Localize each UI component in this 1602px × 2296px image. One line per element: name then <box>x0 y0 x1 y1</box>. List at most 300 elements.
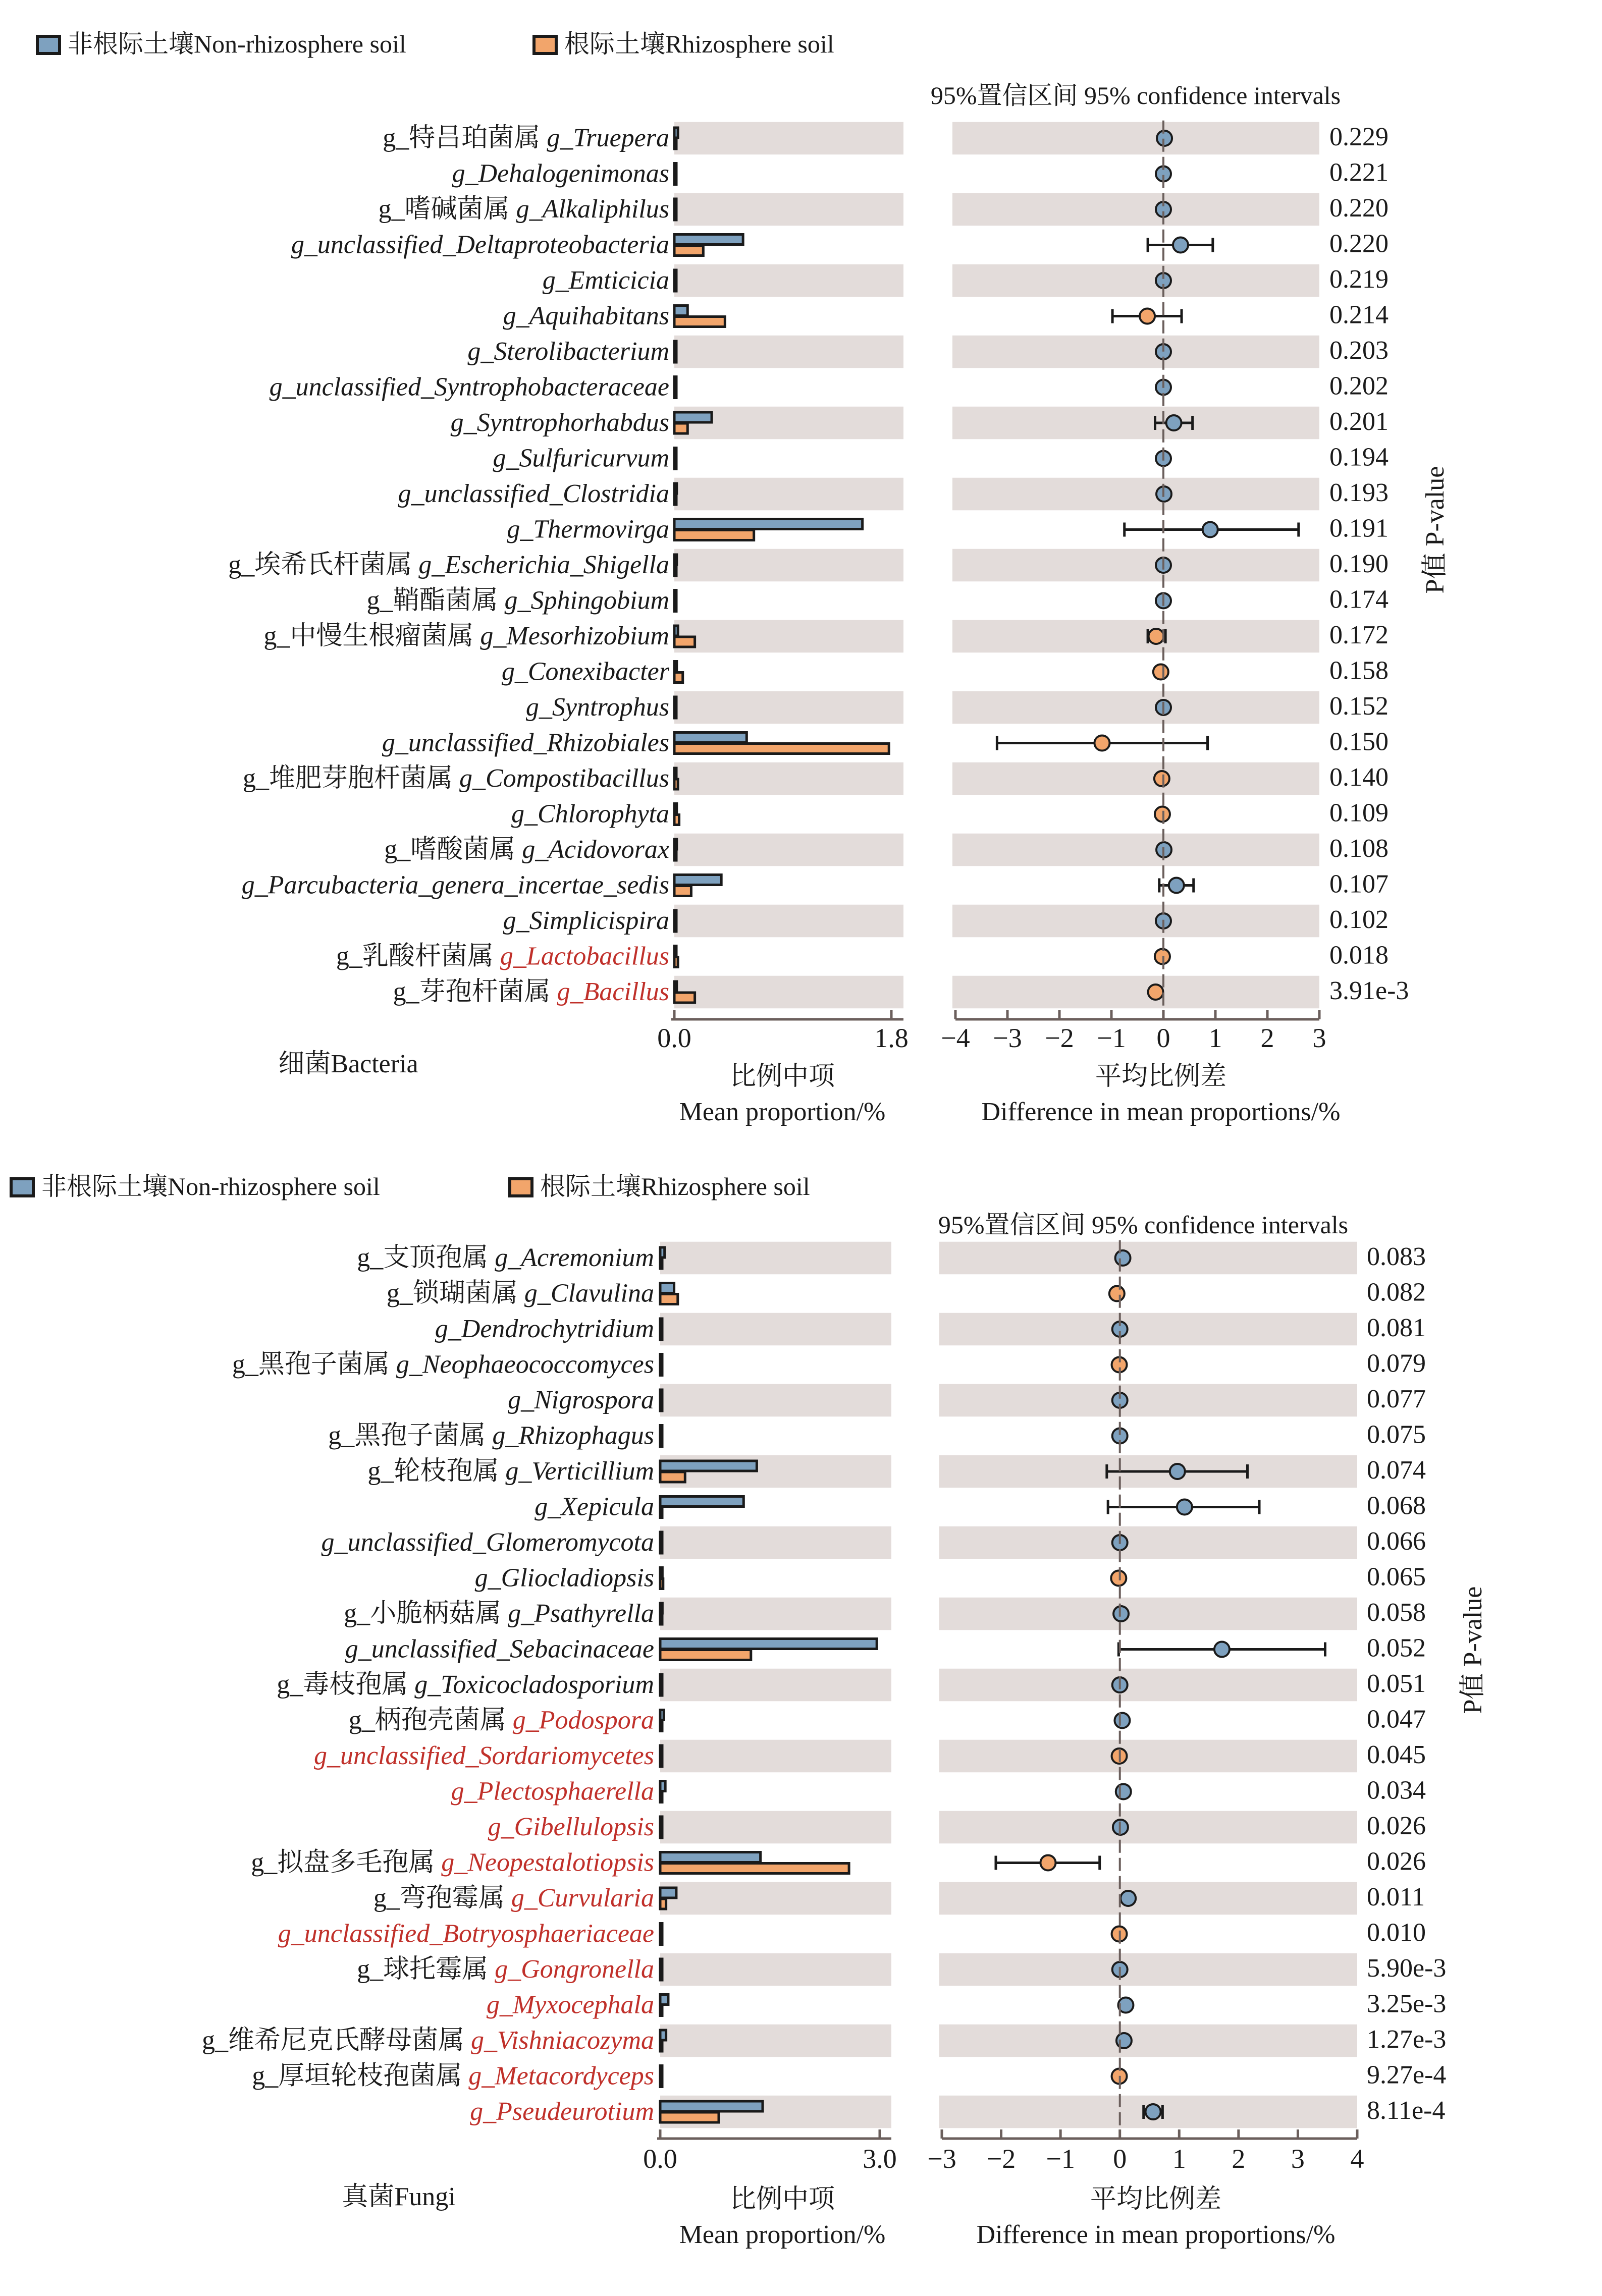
taxon-chinese-name: g_芽孢杆菌属 <box>393 977 557 1006</box>
taxon-row <box>493 443 1389 473</box>
bar-rhizosphere <box>660 1828 662 1838</box>
bar-rhizosphere <box>660 1543 662 1553</box>
taxon-label <box>487 1991 654 2019</box>
p-value: 0.079 <box>1367 1349 1426 1378</box>
taxon-row <box>451 1776 1426 1806</box>
taxon-row <box>507 514 1389 544</box>
mean-difference-point <box>1140 309 1155 324</box>
p-value: 0.107 <box>1329 869 1389 899</box>
taxon-genus-name: g_Dehalogenimonas <box>452 159 669 188</box>
taxon-genus-name: g_unclassified_Botryosphaeriaceae <box>278 1919 654 1948</box>
bar-non-rhizosphere <box>660 1959 662 1969</box>
taxon-genus-name: g_Neophaeococcomyces <box>396 1350 654 1379</box>
bar-non-rhizosphere <box>674 590 676 600</box>
taxon-label <box>344 1599 654 1628</box>
taxon-genus-name: g_Sulfuricurvum <box>493 444 669 473</box>
bar-non-rhizosphere <box>674 163 676 174</box>
bar-axis-tick-label: 0.0 <box>657 1023 691 1053</box>
taxon-genus-name: g_Podospora <box>512 1706 654 1735</box>
taxon-genus-name: g_unclassified_Deltaproteobacteria <box>291 230 669 259</box>
taxon-label <box>393 977 669 1006</box>
mean-difference-point <box>1173 238 1188 253</box>
bar-rhizosphere <box>660 2112 719 2122</box>
taxon-row <box>503 301 1389 331</box>
ci-axis-tick-label: −1 <box>1046 2144 1075 2174</box>
row-band-ci <box>939 1669 1357 1702</box>
ci-axis-tick-label: −4 <box>941 1023 970 1053</box>
taxon-label <box>328 1422 654 1450</box>
bar-rhizosphere <box>674 459 676 469</box>
p-value: 0.010 <box>1367 1918 1426 1947</box>
row-band-bar <box>660 1313 891 1346</box>
taxon-label <box>373 1884 654 1912</box>
row-band-bar <box>674 620 903 653</box>
row-band-ci <box>952 620 1319 653</box>
row-band-bar <box>660 1669 891 1702</box>
row-band-bar <box>660 2025 891 2057</box>
legend-swatch-non-rhizosphere <box>11 1179 33 1196</box>
ci-axis-tick-label: 2 <box>1260 1023 1274 1053</box>
taxon-chinese-name: g_支顶孢属 <box>357 1243 495 1272</box>
bar-rhizosphere <box>674 566 676 576</box>
legend-label-rhizosphere: 根际土壤Rhizosphere soil <box>540 1172 810 1200</box>
panel-label: 细菌Bacteria <box>278 1050 418 1078</box>
bar-axis-tick-label: 1.8 <box>874 1023 909 1053</box>
row-band-bar <box>674 122 903 155</box>
bar-non-rhizosphere <box>674 768 676 778</box>
ci-axis-tick-label: 3 <box>1291 2144 1305 2174</box>
row-band-ci <box>952 834 1319 866</box>
taxon-chinese-name: g_厚垣轮枝孢菌属 <box>252 2061 469 2091</box>
p-value: 0.034 <box>1367 1776 1426 1805</box>
p-value: 0.026 <box>1367 1847 1426 1876</box>
ci-axis-label-cn: 平均比例差 <box>1095 1062 1227 1091</box>
p-value: 8.11e-4 <box>1367 2096 1446 2125</box>
panel-label: 真菌Fungi <box>342 2182 456 2211</box>
taxon-label <box>367 586 669 615</box>
mean-difference-point <box>1203 522 1218 537</box>
row-band-bar <box>660 1740 891 1773</box>
bar-rhizosphere <box>674 530 754 540</box>
bar-non-rhizosphere <box>660 1461 757 1471</box>
taxon-genus-name: g_Conexibacter <box>501 657 669 686</box>
bar-rhizosphere <box>674 815 679 825</box>
taxon-genus-name: g_Thermovirga <box>507 515 669 544</box>
bar-rhizosphere <box>660 1935 662 1945</box>
taxon-row <box>535 1492 1426 1521</box>
taxon-genus-name: g_unclassified_Sebacinaceae <box>345 1634 654 1664</box>
bar-rhizosphere <box>660 1614 662 1624</box>
taxon-genus-name: g_Gongronella <box>495 1955 654 1984</box>
taxon-label <box>336 942 669 971</box>
bar-non-rhizosphere <box>674 697 676 707</box>
bar-non-rhizosphere <box>674 662 677 672</box>
bar-rhizosphere <box>674 779 678 789</box>
bar-rhizosphere <box>660 1508 662 1518</box>
bar-rhizosphere <box>660 1650 751 1660</box>
taxon-genus-name: g_Emticicia <box>542 266 669 295</box>
p-value: 0.150 <box>1329 727 1389 756</box>
taxon-chinese-name: g_嗜碱菌属 <box>378 195 516 224</box>
row-band-ci <box>952 193 1319 226</box>
ci-axis-label-en: Difference in mean proportions/% <box>981 1098 1341 1126</box>
bar-non-rhizosphere <box>660 1817 662 1827</box>
taxon-genus-name: g_unclassified_Syntrophobacteraceae <box>269 372 669 402</box>
bar-non-rhizosphere <box>660 1639 877 1649</box>
bar-non-rhizosphere <box>660 1924 662 1934</box>
taxon-row <box>349 1705 1426 1735</box>
bar-non-rhizosphere <box>674 448 676 458</box>
taxon-label <box>475 1564 654 1593</box>
mean-difference-point <box>1166 415 1182 430</box>
taxon-genus-name: g_unclassified_Rhizobiales <box>382 728 669 757</box>
taxon-chinese-name: g_埃希氏杆菌属 <box>228 551 419 579</box>
bar-non-rhizosphere <box>674 839 677 849</box>
bar-non-rhizosphere <box>674 804 677 814</box>
bar-non-rhizosphere <box>660 2066 662 2076</box>
taxon-genus-name: g_Neopestalotiopsis <box>441 1848 654 1877</box>
taxon-genus-name: g_Gibellulopsis <box>488 1813 654 1841</box>
taxon-chinese-name: g_柄孢壳菌属 <box>348 1706 513 1735</box>
row-band-ci <box>952 336 1319 368</box>
legend-label-non-rhizosphere: 非根际土壤Non-rhizosphere soil <box>41 1172 380 1200</box>
taxon-label <box>508 1386 654 1414</box>
row-band-bar <box>674 478 903 511</box>
p-value: 3.25e-3 <box>1367 1989 1447 2018</box>
taxon-genus-name: g_Dendrochytridium <box>435 1315 654 1343</box>
bar-rhizosphere <box>674 993 695 1003</box>
p-value: 0.082 <box>1367 1278 1426 1307</box>
pvalue-axis-label: P值 P-value <box>1459 1586 1487 1714</box>
taxon-label <box>488 1813 654 1841</box>
mean-difference-point <box>1169 878 1184 893</box>
bar-non-rhizosphere <box>660 1745 662 1756</box>
bar-non-rhizosphere <box>660 1319 662 1329</box>
taxon-label <box>314 1741 654 1770</box>
taxon-chinese-name: g_维希尼克氏酵母菌属 <box>202 2026 471 2055</box>
bar-non-rhizosphere <box>674 519 863 529</box>
mean-difference-point <box>1177 1500 1192 1515</box>
mean-difference-point <box>1116 2033 1132 2048</box>
row-band-ci <box>952 122 1319 155</box>
row-band-bar <box>660 1598 891 1630</box>
mean-difference-point <box>1157 131 1172 146</box>
taxon-genus-name: g_Truepera <box>547 124 669 152</box>
taxon-genus-name: g_Mesorhizobium <box>480 622 669 650</box>
mean-difference-point <box>1214 1642 1230 1657</box>
ci-axis-tick-label: 1 <box>1172 2144 1186 2174</box>
bar-rhizosphere <box>674 886 691 896</box>
p-value: 0.102 <box>1329 905 1389 934</box>
bar-non-rhizosphere <box>674 875 721 885</box>
p-value: 0.045 <box>1367 1740 1426 1769</box>
fungi-panel <box>11 1172 1487 2249</box>
bar-rhizosphere <box>674 602 676 612</box>
bar-rhizosphere <box>674 317 725 327</box>
legend-swatch-rhizosphere <box>534 36 556 53</box>
taxon-genus-name: g_Alkaliphilus <box>516 195 669 224</box>
bar-non-rhizosphere <box>674 946 676 956</box>
bar-non-rhizosphere <box>674 626 678 636</box>
ci-axis-label-en: Difference in mean proportions/% <box>976 2220 1336 2249</box>
taxon-label <box>263 622 669 650</box>
row-band-ci <box>939 1953 1357 1986</box>
bar-rhizosphere <box>674 957 678 967</box>
bar-non-rhizosphere <box>660 1426 662 1436</box>
ci-axis-tick-label: 3 <box>1312 1023 1326 1053</box>
taxon-label <box>345 1635 654 1664</box>
taxon-label <box>367 1457 654 1486</box>
row-band-ci <box>952 905 1319 938</box>
bar-rhizosphere <box>660 2041 662 2051</box>
taxon-genus-name: g_Chlorophyta <box>511 799 669 829</box>
row-band-bar <box>660 1384 891 1417</box>
bar-rhizosphere <box>674 637 695 647</box>
p-value: 0.075 <box>1367 1420 1426 1449</box>
row-band-bar <box>660 1953 891 1986</box>
bar-non-rhizosphere <box>674 733 746 743</box>
taxon-label <box>543 266 669 295</box>
bar-rhizosphere <box>674 210 676 220</box>
bar-rhizosphere <box>660 1685 662 1696</box>
ci-axis-tick-label: −2 <box>1045 1023 1074 1053</box>
taxon-label <box>243 764 669 793</box>
p-value: 0.194 <box>1329 443 1389 472</box>
taxon-chinese-name: g_小脆柄菇属 <box>344 1599 508 1628</box>
p-value: 0.058 <box>1367 1598 1426 1627</box>
taxon-label <box>357 1955 654 1984</box>
taxon-chinese-name: g_黑孢子菌属 <box>232 1350 396 1379</box>
taxon-label <box>382 729 669 757</box>
p-value: 0.191 <box>1329 514 1389 543</box>
mean-difference-point <box>1116 1784 1131 1799</box>
taxon-row <box>511 799 1389 829</box>
mean-difference-point <box>1154 771 1169 786</box>
taxon-genus-name: g_Aquihabitans <box>503 301 669 331</box>
taxon-genus-name: g_Acidovorax <box>522 835 669 864</box>
taxon-chinese-name: g_拟盘多毛孢属 <box>251 1848 442 1877</box>
bar-rhizosphere <box>674 281 676 291</box>
bar-non-rhizosphere <box>660 1497 743 1507</box>
taxon-label <box>435 1315 654 1343</box>
bar-non-rhizosphere <box>660 1888 676 1898</box>
p-value: 0.229 <box>1329 123 1389 151</box>
taxon-genus-name: g_Toxicocladosporium <box>414 1670 654 1699</box>
bar-non-rhizosphere <box>660 1354 662 1364</box>
bar-non-rhizosphere <box>660 2101 763 2111</box>
bar-rhizosphere <box>660 1472 685 1482</box>
taxon-label <box>270 373 669 402</box>
row-band-ci <box>952 762 1319 795</box>
taxon-genus-name: g_Syntrophorhabdus <box>450 408 669 437</box>
bar-non-rhizosphere <box>674 555 677 565</box>
mean-difference-point <box>1149 629 1164 644</box>
ci-axis-tick-label: 0 <box>1113 2144 1127 2174</box>
row-band-bar <box>674 336 903 368</box>
bar-rhizosphere <box>660 1864 849 1874</box>
row-band-bar <box>674 762 903 795</box>
row-band-bar <box>674 549 903 582</box>
taxon-genus-name: g_unclassified_Glomeromycota <box>321 1528 654 1557</box>
taxon-genus-name: g_Xepicula <box>535 1492 654 1521</box>
bar-non-rhizosphere <box>674 306 687 316</box>
taxon-label <box>291 231 669 259</box>
ci-axis-tick-label: −3 <box>993 1023 1022 1053</box>
taxon-label <box>321 1528 654 1557</box>
bar-rhizosphere <box>660 1259 662 1269</box>
taxon-chinese-name: g_堆肥芽胞杆菌属 <box>242 764 459 793</box>
bar-rhizosphere <box>674 246 703 256</box>
mean-difference-point <box>1111 1571 1126 1586</box>
row-band-ci <box>939 2025 1357 2057</box>
bar-rhizosphere <box>674 708 676 718</box>
bar-rhizosphere <box>674 388 676 398</box>
ci-axis-tick-label: 0 <box>1156 1023 1170 1053</box>
ci-axis-tick-label: −1 <box>1097 1023 1126 1053</box>
taxon-chinese-name: g_弯孢霉属 <box>373 1884 511 1912</box>
bar-rhizosphere <box>660 1757 662 1767</box>
taxon-chinese-name: g_中慢生根瘤菌属 <box>263 622 480 650</box>
mean-difference-point <box>1109 1286 1125 1301</box>
bar-rhizosphere <box>674 175 676 185</box>
mean-difference-point <box>1148 985 1163 1000</box>
taxon-row <box>382 728 1389 757</box>
p-value: 0.219 <box>1329 265 1389 294</box>
row-band-ci <box>952 478 1319 511</box>
taxon-genus-name: g_Pseudeurotium <box>470 2097 654 2126</box>
taxon-genus-name: g_unclassified_Sordariomycetes <box>314 1741 654 1770</box>
p-value: 0.172 <box>1329 621 1389 649</box>
taxon-genus-name: g_Acremonium <box>495 1243 654 1272</box>
taxon-chinese-name: g_嗜酸菌属 <box>384 835 522 864</box>
p-value: 0.140 <box>1329 763 1389 792</box>
mean-difference-point <box>1120 1891 1136 1906</box>
taxon-chinese-name: g_球托霉属 <box>357 1955 495 1984</box>
mean-difference-point <box>1155 807 1170 822</box>
row-band-bar <box>674 834 903 866</box>
row-band-ci <box>952 976 1319 1009</box>
bar-non-rhizosphere <box>674 341 676 351</box>
taxon-row <box>251 1847 1426 1877</box>
taxon-chinese-name: g_黑孢子菌属 <box>328 1421 493 1450</box>
mean-difference-point <box>1115 1250 1131 1266</box>
p-value: 9.27e-4 <box>1367 2060 1447 2090</box>
taxon-label <box>535 1493 654 1521</box>
bar-non-rhizosphere <box>660 2030 666 2040</box>
p-value: 0.190 <box>1329 550 1389 578</box>
taxon-label <box>202 2026 654 2055</box>
row-band-bar <box>660 1882 891 1915</box>
taxon-label <box>357 1243 654 1272</box>
p-value: 0.011 <box>1367 1883 1425 1911</box>
taxon-row <box>387 1278 1426 1308</box>
taxon-genus-name: g_Metacordyceps <box>468 2061 654 2091</box>
taxon-label <box>251 1848 654 1877</box>
bar-non-rhizosphere <box>660 1852 761 1863</box>
legend-swatch-rhizosphere <box>510 1179 532 1196</box>
bar-axis-label-cn: 比例中项 <box>729 2185 835 2214</box>
taxon-chinese-name: g_锁瑚菌属 <box>386 1279 524 1308</box>
taxon-genus-name: g_Rhizophagus <box>492 1421 654 1450</box>
mean-difference-point <box>1040 1855 1055 1871</box>
ci-title: 95%置信区间 95% confidence intervals <box>938 1211 1349 1239</box>
p-value: 3.91e-3 <box>1329 976 1409 1005</box>
taxon-row <box>232 1349 1426 1379</box>
taxon-genus-name: g_Escherichia_Shigella <box>418 551 669 579</box>
rows <box>202 1242 1446 2128</box>
taxon-label <box>242 871 669 900</box>
taxon-genus-name: g_Sphingobium <box>504 586 669 615</box>
p-value: 0.174 <box>1329 585 1389 614</box>
taxon-label <box>493 444 669 473</box>
taxon-row <box>328 1420 1426 1450</box>
bar-non-rhizosphere <box>660 1710 664 1720</box>
taxon-chinese-name: g_特吕珀菌属 <box>383 124 547 152</box>
taxon-row <box>367 585 1389 615</box>
bar-rhizosphere <box>660 1401 662 1411</box>
bar-rhizosphere <box>674 921 676 932</box>
bar-non-rhizosphere <box>660 1781 665 1791</box>
bar-rhizosphere <box>660 1721 662 1731</box>
p-value: 0.221 <box>1329 158 1389 187</box>
taxon-row <box>278 1919 1426 1948</box>
ci-axis-label-cn: 平均比例差 <box>1090 2185 1222 2214</box>
taxon-label <box>349 1706 654 1735</box>
legend <box>37 30 834 58</box>
row-band-ci <box>952 549 1319 582</box>
p-value: 0.202 <box>1329 371 1389 401</box>
bar-non-rhizosphere <box>660 1532 662 1542</box>
taxon-genus-name: g_Sterolibacterium <box>467 337 669 366</box>
p-value: 0.201 <box>1329 407 1389 436</box>
taxon-genus-name: g_Gliocladiopsis <box>474 1563 654 1593</box>
row-band-bar <box>674 976 903 1009</box>
bar-rhizosphere <box>674 673 683 683</box>
bar-non-rhizosphere <box>660 1283 674 1293</box>
ci-axis-tick-label: −2 <box>986 2144 1016 2174</box>
taxon-label <box>379 195 669 224</box>
taxon-row <box>336 941 1389 971</box>
bar-non-rhizosphere <box>660 1674 662 1684</box>
row-band-ci <box>939 1882 1357 1915</box>
bar-non-rhizosphere <box>674 235 743 245</box>
bar-rhizosphere <box>674 495 676 505</box>
ci-axis-tick-label: 1 <box>1208 1023 1222 1053</box>
taxon-genus-name: g_Simplicispira <box>503 906 669 935</box>
bar-non-rhizosphere <box>660 1390 662 1400</box>
bar-rhizosphere <box>660 1899 666 1909</box>
p-value: 0.152 <box>1329 692 1389 721</box>
bar-non-rhizosphere <box>674 377 676 387</box>
bar-rhizosphere <box>674 850 676 860</box>
bar-non-rhizosphere <box>674 128 678 138</box>
taxon-chinese-name: g_轮枝孢属 <box>367 1457 506 1486</box>
mean-difference-point <box>1113 1606 1129 1621</box>
taxon-genus-name: g_Parcubacteria_genera_incertae_sedis <box>241 870 669 900</box>
bar-rhizosphere <box>660 2077 662 2087</box>
taxon-genus-name: g_Nigrospora <box>508 1386 654 1414</box>
ci-axis-tick-label: 2 <box>1232 2144 1246 2174</box>
p-value: 0.108 <box>1329 834 1389 863</box>
taxon-row <box>270 372 1389 402</box>
bar-rhizosphere <box>660 1294 678 1304</box>
taxon-label <box>277 1670 654 1699</box>
p-value: 0.066 <box>1367 1527 1426 1556</box>
taxon-genus-name: g_Curvularia <box>511 1884 654 1912</box>
taxon-label <box>511 800 669 829</box>
bar-rhizosphere <box>660 1792 662 1802</box>
row-band-ci <box>939 1242 1357 1275</box>
